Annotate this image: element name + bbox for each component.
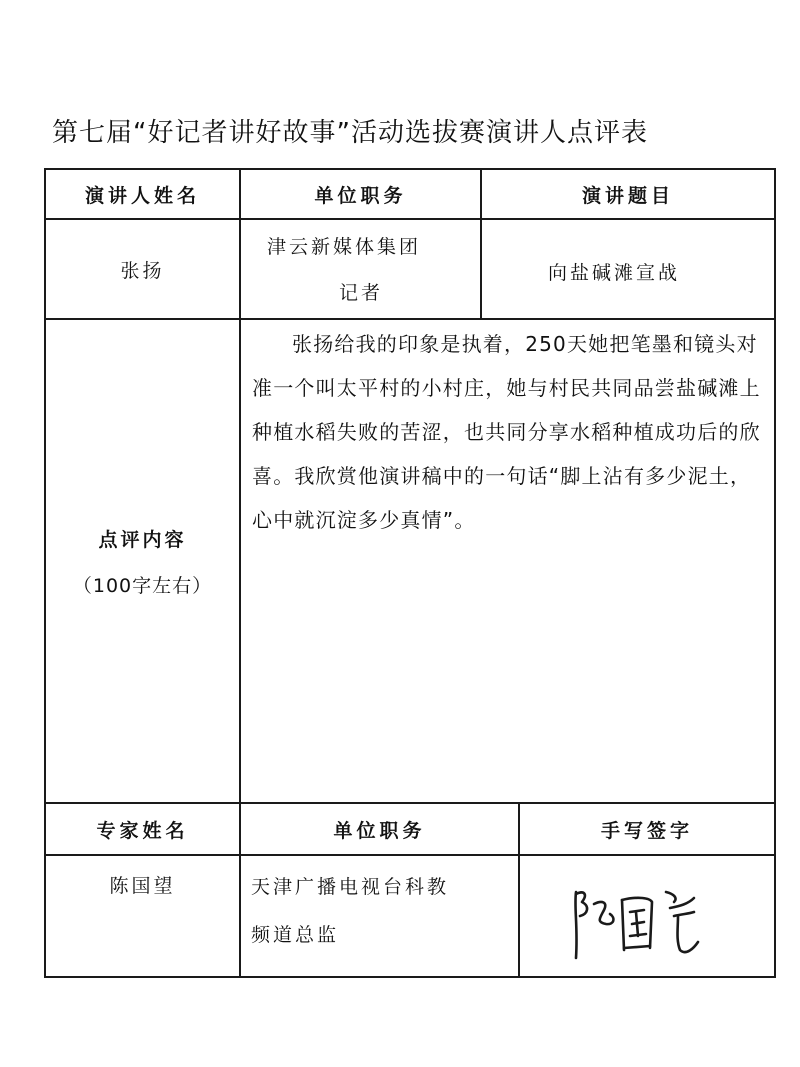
header-unit-position: 单位职务 <box>314 184 407 207</box>
header-signature: 手写签字 <box>600 819 693 842</box>
header-expert-name: 专家姓名 <box>96 819 189 842</box>
comment-text: 张扬给我的印象是执着，250天她把笔墨和镜头对准一个叫太平村的小村庄，她与村民共同品尝盐碱滩上种植水稻失败的苦涩，也共同分享水稻种植成功后的欣喜。我欣赏他演讲稿中的一句话“脚上沾有多少泥土，心中就沉淀多少真情”。 <box>252 332 761 532</box>
handwritten-signature <box>562 878 712 968</box>
speech-topic: 向盐碱滩宣战 <box>548 262 681 284</box>
header-expert-unit: 单位职务 <box>333 819 426 842</box>
speaker-unit-line2: 记者 <box>339 282 384 304</box>
comment-label: 点评内容 <box>98 528 187 551</box>
expert-unit <box>241 856 518 976</box>
table-border-bottom <box>44 976 776 978</box>
form-title: 第七届“好记者讲好故事”活动选拔赛演讲人点评表 <box>52 118 648 148</box>
speaker-unit-line1: 津云新媒体集团 <box>267 236 422 258</box>
header-speech-topic: 演讲题目 <box>581 184 674 207</box>
header-speaker-name: 演讲人姓名 <box>84 184 200 207</box>
speaker-unit <box>241 220 480 318</box>
speaker-name: 张扬 <box>120 259 165 282</box>
table-border-right <box>774 168 776 978</box>
expert-unit-line1: 天津广播电视台科教 <box>251 876 450 898</box>
comment-length-note: （100字左右） <box>72 574 213 597</box>
row-divider-2 <box>44 318 776 320</box>
expert-name: 陈国望 <box>109 874 176 897</box>
expert-unit-line2: 频道总监 <box>251 924 340 946</box>
